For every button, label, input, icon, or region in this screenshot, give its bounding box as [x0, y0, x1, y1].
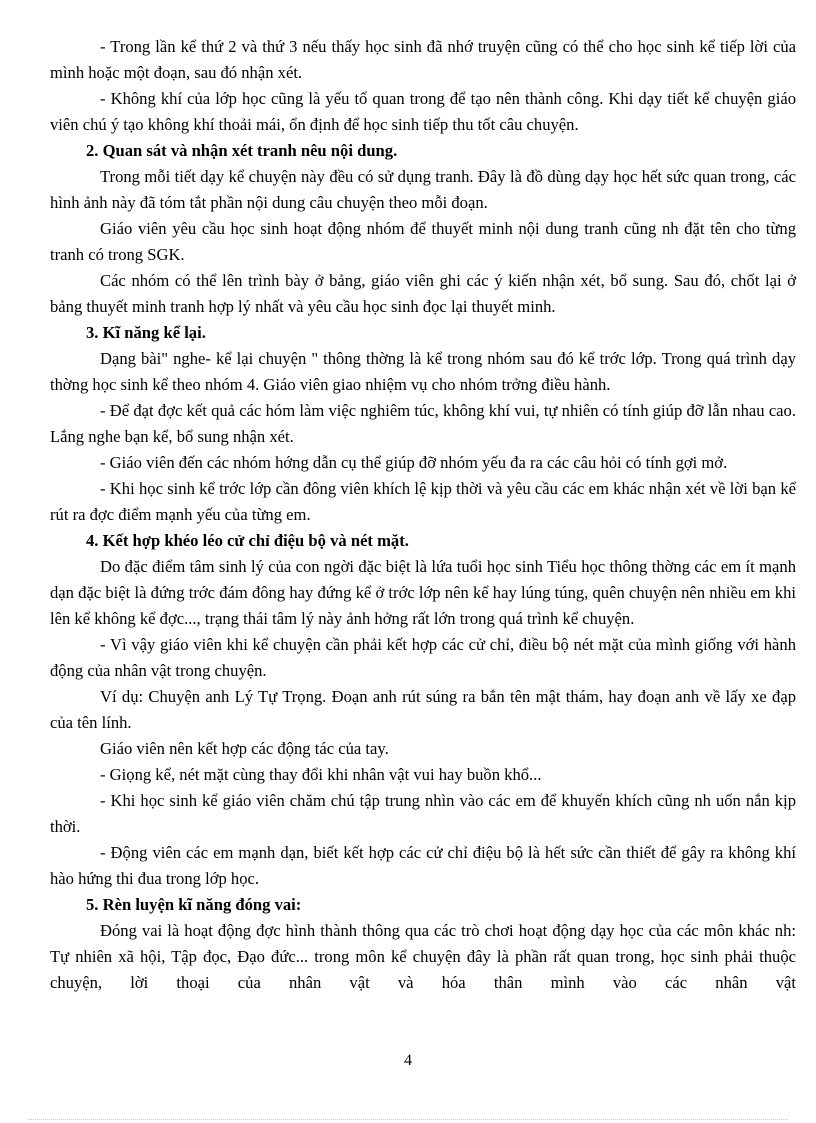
paragraph: Đóng vai là hoạt động đợc hình thành thông qua các trò chơi hoạt động dạy học của các môn khác nh: Tự nhiên xã hội, Tập đọc, Đạo đức... trong môn kể chuyện đây là phần rất quan trong, học sinh phải thuộc chuyện, lời thoại của nhân vật và hóa thân mình vào các nhân vật: [50, 921, 796, 992]
paragraph: - Khi học sinh kể trớc lớp cần đông viên khích lệ kịp thời và yêu cầu các em khác nhận xét về lời bạn kể rút ra đợc điểm mạnh yếu của từng em.: [50, 479, 796, 524]
paragraph: Dạng bài" nghe- kể lại chuyện " thông thờng là kể trong nhóm sau đó kể trớc lớp. Trong quá trình dạy thờng học sinh kể theo nhóm 4. Giáo viên giao nhiệm vụ cho nhóm trởng điều hành.: [50, 349, 796, 394]
paragraph: - Giáo viên đến các nhóm hớng dẫn cụ thể giúp đỡ nhóm yếu đa ra các câu hỏi có tính gợi mở.: [100, 453, 728, 472]
section-heading: 2. Quan sát và nhận xét tranh nêu nội dung.: [86, 141, 398, 160]
paragraph: - Trong lần kể thứ 2 và thứ 3 nếu thấy học sinh đã nhớ truyện cũng có thể cho học sinh kể tiếp lời của mình hoặc một đoạn, sau đó nhận xét.: [50, 37, 796, 82]
footer-divider: [28, 1119, 788, 1120]
document-page: [50, 34, 796, 996]
paragraph: Ví dụ: Chuyện anh Lý Tự Trọng. Đoạn anh rút súng ra bắn tên mật thám, hay đoạn anh về lấy xe đạp của tên lính.: [50, 687, 796, 732]
paragraph: Trong mỗi tiết dạy kể chuyện này đều có sử dụng tranh. Đây là đồ dùng dạy học hết sức quan trong, các hình ảnh này đã tóm tắt phần nội dung câu chuyện theo mỗi đoạn.: [50, 167, 796, 212]
paragraph: Giáo viên nên kết hợp các động tác của tay.: [100, 739, 389, 758]
paragraph: - Khi học sinh kể giáo viên chăm chú tập trung nhìn vào các em để khuyến khích cũng nh uốn nắn kịp thời.: [50, 791, 796, 836]
section-heading: 4. Kết hợp khéo léo cử chỉ điệu bộ và nét mặt.: [86, 531, 409, 550]
paragraph: - Không khí của lớp học cũng là yếu tố quan trong để tạo nên thành công. Khi dạy tiết kể chuyện giáo viên chú ý tạo không khí thoải mái, ổn định để học sinh tiếp thu tốt câu chuyện.: [50, 89, 796, 134]
paragraph: - Giọng kể, nét mặt cùng thay đổi khi nhân vật vui hay buồn khổ...: [100, 765, 542, 784]
paragraph: - Để đạt đợc kết quả các hóm làm việc nghiêm túc, không khí vui, tự nhiên có tính giúp đỡ lẫn nhau cao. Lắng nghe bạn kể, bổ sung nhận xét.: [50, 401, 796, 446]
paragraph: Các nhóm có thể lên trình bày ở bảng, giáo viên ghi các ý kiến nhận xét, bổ sung. Sau đó, chốt lại ở bảng thuyết minh tranh hợp lý nhất và yêu cầu học sinh đọc lại thuyết minh.: [50, 271, 796, 316]
paragraph: - Vì vậy giáo viên khi kể chuyện cần phải kết hợp các cử chỉ, điều bộ nét mặt của mình giống với hành động của nhân vật trong chuyện.: [50, 635, 796, 680]
section-heading: 3. Kĩ năng kể lại.: [86, 323, 206, 342]
page-number: 4: [404, 1052, 412, 1069]
section-heading: 5. Rèn luyện kĩ năng đóng vai:: [86, 895, 302, 914]
paragraph: Do đặc điểm tâm sinh lý của con ngời đặc biệt là lứa tuổi học sinh Tiểu học thông thờng các em ít mạnh dạn đặc biệt là đứng trớc đám đông hay đứng kể ở trớc lớp nên kể hay lúng túng, quên chuyện nên nhiều em khi lên kể không kể đợc..., trạng thái tâm lý này ảnh hởng rất lớn trong quá trình kể chuyện.: [50, 557, 796, 628]
paragraph: - Động viên các em mạnh dạn, biết kết hợp các cử chỉ điệu bộ là hết sức cần thiết để gây ra không khí hào hứng thi đua trong lớp học.: [50, 843, 796, 888]
paragraph: Giáo viên yêu cầu học sinh hoạt động nhóm để thuyết minh nội dung tranh cũng nh đặt tên cho từng tranh có trong SGK.: [50, 219, 796, 264]
